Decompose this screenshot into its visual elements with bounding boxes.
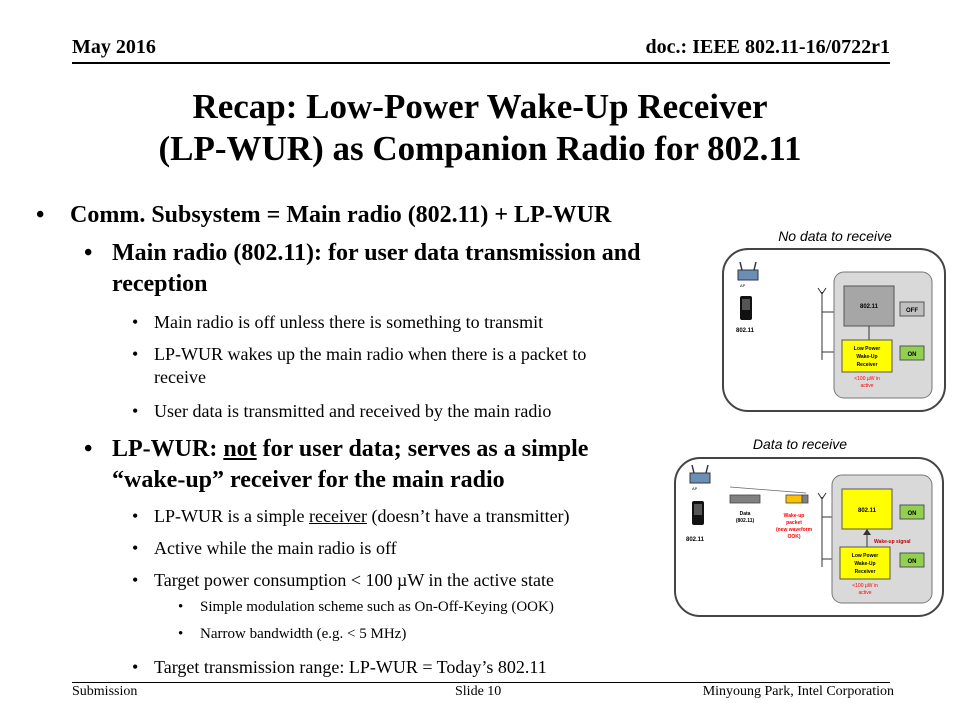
- diagram-2-wur-label-1: Low Power: [851, 553, 879, 559]
- bullet-marker: •: [84, 240, 93, 266]
- diagram-2-caption: Data to receive: [752, 436, 848, 452]
- diagram-1-power-note-1: <100 µW in: [854, 376, 880, 382]
- footer-slide-number: Slide 10: [455, 684, 502, 699]
- bullet-lpwur-wakes: [154, 343, 586, 389]
- bullet-target-power: Target power consumption < 100 µW in the active state: [154, 570, 554, 590]
- data-frame-icon: [730, 495, 760, 503]
- diagram-2-main-radio-label: 802.11: [857, 508, 877, 514]
- diagram-2-wakeup-packet-3: (new waveform: [775, 527, 813, 533]
- svg-text:AP: AP: [692, 486, 698, 491]
- diagram-1-main-radio-label: 802.11: [859, 304, 879, 310]
- bullet-lpwur-line-2: “wake-up” receiver for the main radio: [112, 467, 505, 493]
- diagram-2-wakeup-packet-1: Wake-up: [783, 513, 805, 519]
- diagram-1-illustration: [724, 250, 944, 410]
- footer-author: Minyoung Park, Intel Corporation: [702, 684, 894, 699]
- bullet-active: Active while the main radio is off: [154, 538, 397, 558]
- bullet-lpwur-wakes-line-1: LP-WUR wakes up the main radio when there is a packet to: [154, 344, 587, 364]
- diagram-2-power-note-1: <100 µW in: [852, 583, 878, 589]
- bullet-marker: •: [178, 599, 184, 615]
- footer-submission: Submission: [72, 684, 138, 699]
- bullet-simple-receiver: LP-WUR is a simple receiver (doesn’t have a transmitter): [154, 506, 570, 526]
- diagram-2-wakeup-packet-4: OOK): [787, 534, 801, 540]
- bullet-main-radio-off: Main radio is off unless there is something to transmit: [154, 312, 544, 332]
- header-date: May 2016: [72, 36, 156, 58]
- header-doc-id: doc.: IEEE 802.11-16/0722r1: [645, 36, 890, 58]
- diagram-2-wur-state: ON: [907, 559, 917, 565]
- wakeup-packet-icon: [786, 495, 802, 503]
- diagram-1-wur-label-1: Low Power: [853, 346, 881, 352]
- bullet-marker: •: [178, 626, 184, 642]
- bullet-marker: •: [84, 436, 93, 462]
- bullet-marker: •: [132, 570, 139, 590]
- diagram-2-wur-label-2: Wake-Up: [854, 561, 876, 567]
- bullet-main-radio-line-1: Main radio (802.11): for user data transmission and: [112, 240, 641, 266]
- slide-title: [80, 86, 880, 170]
- bullet-lpwur-line-1: LP-WUR: not for user data; serves as a simple: [112, 436, 589, 462]
- bullet-comm-subsystem: Comm. Subsystem = Main radio (802.11) + LP-WUR: [70, 202, 612, 228]
- underlined-not: not: [223, 436, 257, 462]
- footer-divider: [72, 682, 890, 683]
- title-line-1: Recap: Low-Power Wake-Up Receiver: [192, 87, 768, 126]
- header-divider: [72, 62, 890, 64]
- bullet-marker: •: [132, 312, 139, 332]
- bullet-bandwidth: Narrow bandwidth (e.g. < 5 MHz): [200, 626, 407, 642]
- underlined-receiver: receiver: [309, 506, 367, 526]
- bullet-range: Target transmission range: LP-WUR = Today’s 802.11: [154, 657, 547, 677]
- bullet-main-radio-line-2: reception: [112, 271, 208, 297]
- bullet-marker: •: [132, 657, 139, 677]
- bullet-marker: •: [132, 344, 139, 364]
- phone-icon: [740, 296, 752, 320]
- bullet-user-data: User data is transmitted and received by the main radio: [154, 401, 552, 421]
- diagram-2-panel: [674, 457, 944, 617]
- diagram-2-main-state: ON: [907, 511, 917, 517]
- router-icon: [690, 465, 710, 491]
- diagram-2-illustration: [676, 459, 942, 615]
- bullet-marker: •: [132, 401, 139, 421]
- diagram-1-power-note-2: active: [860, 383, 874, 389]
- diagram-2-wur-label-3: Receiver: [854, 569, 876, 575]
- diagram-2-power-note-2: active: [858, 590, 872, 596]
- diagram-2-data-label-1: Data: [739, 511, 751, 517]
- svg-text:AP: AP: [740, 283, 746, 288]
- diagram-1-panel: [722, 248, 946, 412]
- bullet-marker: •: [36, 202, 45, 228]
- phone-icon: [692, 501, 704, 525]
- title-line-2: (LP-WUR) as Companion Radio for 802.11: [158, 129, 802, 168]
- router-icon: [738, 262, 758, 288]
- bullet-marker: •: [132, 506, 139, 526]
- diagram-1-wur-state: ON: [907, 352, 917, 358]
- bullet-ook: Simple modulation scheme such as On-Off-Keying (OOK): [200, 599, 554, 615]
- bullet-lpwur: [112, 434, 588, 496]
- diagram-1-wur-label-2: Wake-Up: [856, 354, 878, 360]
- diagram-2-wakeup-signal: Wake-up signal: [874, 539, 911, 545]
- diagram-2-data-label-2: (802.11): [735, 518, 755, 524]
- diagram-1-device-label: 802.11: [736, 328, 755, 334]
- diagram-2-device-label: 802.11: [686, 537, 705, 543]
- diagram-1-main-state: OFF: [906, 308, 918, 314]
- bullet-main-radio: [112, 238, 640, 300]
- diagram-1-caption: No data to receive: [778, 228, 892, 244]
- bullet-lpwur-wakes-line-2: receive: [154, 367, 206, 387]
- bullet-marker: •: [132, 538, 139, 558]
- diagram-2-wakeup-packet-2: packet: [786, 520, 802, 526]
- diagram-1-wur-label-3: Receiver: [856, 362, 878, 368]
